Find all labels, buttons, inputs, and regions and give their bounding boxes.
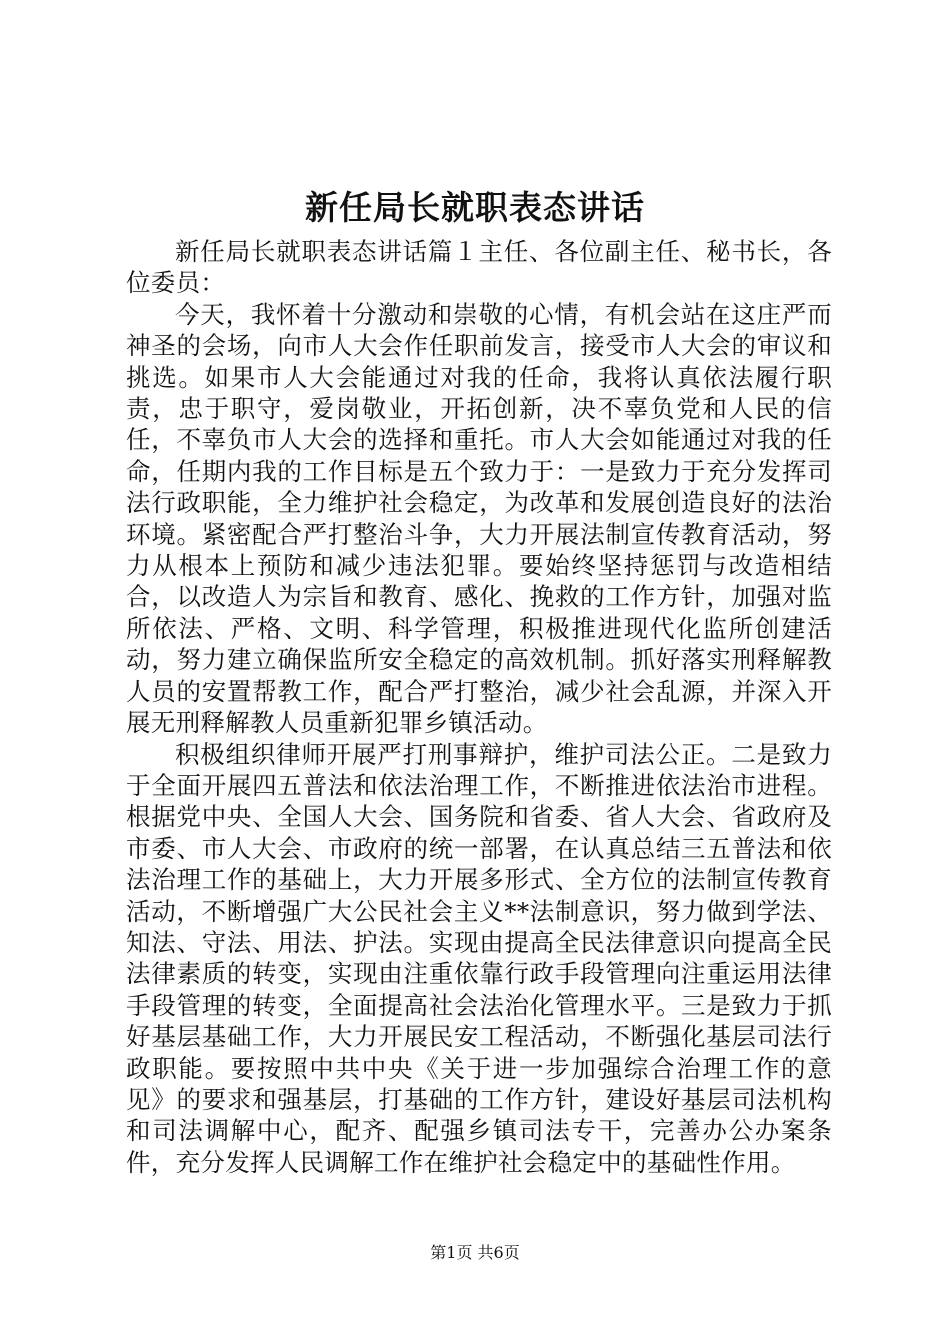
document-title: 新任局长就职表态讲话 xyxy=(305,188,645,227)
document-body xyxy=(126,236,832,1178)
paragraph: 新任局长就职表态讲话篇１主任、各位副主任、秘书长，各位委员： xyxy=(126,237,832,298)
paragraph: 积极组织律师开展严打刑事辩护，维护司法公正。二是致力于全面开展四五普法和依法治理工作，不断推进依法治市进程。根据党中央、全国人大会、国务院和省委、省人大会、省政府及市委、市人大会、市政府的统一部署，在认真总结三五普法和依法治理工作的基础上，大力开展多形式、全方位的法制宣传教育活动，不断增强广大公民社会主义**法制意识，努力做到学法、知法、守法、用法、护法。实现由提高全民法律意识向提高全民法律素质的转变，实现由注重依靠行政手段管理向注重运用法律手段管理的转变，全面提高社会法治化管理水平。三是致力于抓好基层基础工作，大力开展民安工程活动，不断强化基层司法行政职能。要按照中共中央《关于进一步加强综合治理工作的意见》的要求和强基层，打基础的工作方针，建设好基层司法机构和司法调解中心，配齐、配强乡镇司法专干，完善办公办案条件，充分发挥人民调解工作在维护社会稳定中的基础性作用。 xyxy=(126,739,832,1177)
page-number-footer: 第1页 共6页 xyxy=(430,1243,520,1262)
paragraph: 今天，我怀着十分激动和崇敬的心情，有机会站在这庄严而神圣的会场，向市人大会作任职前发言，接受市人大会的审议和挑选。如果市人大会能通过对我的任命，我将认真依法履行职责，忠于职守，爱岗敬业，开拓创新，决不辜负党和人民的信任，不辜负市人大会的选择和重托。市人大会如能通过对我的任命，任期内我的工作目标是五个致力于：一是致力于充分发挥司法行政职能，全力维护社会稳定，为改革和发展创造良好的法治环境。紧密配合严打整治斗争，大力开展法制宣传教育活动，努力从根本上预防和减少违法犯罪。要始终坚持惩罚与改造相结合，以改造人为宗旨和教育、感化、挽救的工作方针，加强对监所依法、严格、文明、科学管理，积极推进现代化监所创建活动，努力建立确保监所安全稳定的高效机制。抓好落实刑释解教人员的安置帮教工作，配合严打整治，减少社会乱源，并深入开展无刑释解教人员重新犯罪乡镇活动。 xyxy=(126,299,832,738)
